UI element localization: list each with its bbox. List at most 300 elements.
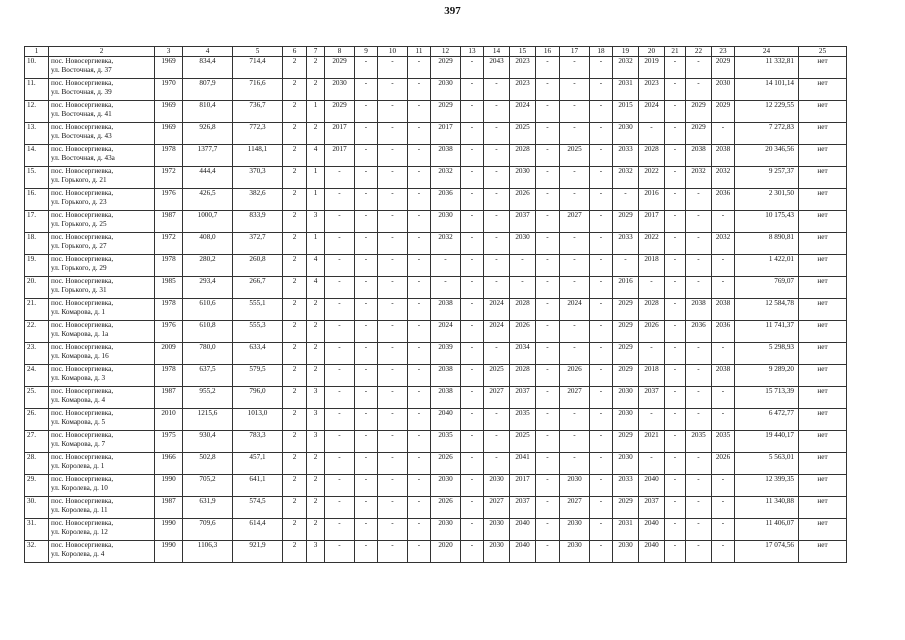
- table-cell: -: [484, 453, 510, 475]
- address-settlement: пос. Новосергиевка,: [51, 387, 114, 395]
- table-row: [25, 233, 847, 255]
- address-settlement: пос. Новосергиевка,: [51, 167, 114, 175]
- table-cell: 780,0: [183, 343, 233, 365]
- address-street: ул. Горького, д. 31: [51, 285, 107, 294]
- table-row: [25, 101, 847, 123]
- table-cell: -: [484, 167, 510, 189]
- table-cell: 2029: [431, 101, 461, 123]
- table-cell: 955,2: [183, 387, 233, 409]
- page-number: 397: [444, 5, 461, 17]
- table-cell: 772,3: [233, 123, 283, 145]
- table-cell: 2027: [560, 497, 590, 519]
- table-cell: 2017: [639, 211, 665, 233]
- table-cell: -: [378, 233, 408, 255]
- table-cell: -: [408, 541, 431, 563]
- table-cell: -: [461, 299, 484, 321]
- table-cell: -: [560, 453, 590, 475]
- table-cell: -: [665, 475, 686, 497]
- address-street: ул. Комарова, д. 1а: [51, 329, 109, 338]
- table-cell: 2029: [613, 365, 639, 387]
- table-cell: -: [590, 409, 613, 431]
- table-cell: -: [686, 57, 712, 79]
- table-cell: 2028: [639, 145, 665, 167]
- cost-cell: 2 301,50: [735, 189, 799, 211]
- table-cell: -: [355, 409, 378, 431]
- table-cell: 1969: [155, 101, 183, 123]
- table-cell: 555,3: [233, 321, 283, 343]
- table-cell: 2032: [613, 167, 639, 189]
- row-number-cell: 27.: [25, 431, 49, 453]
- table-cell: -: [536, 211, 560, 233]
- table-cell: 2024: [484, 321, 510, 343]
- table-cell: 2030: [560, 475, 590, 497]
- table-cell: -: [355, 233, 378, 255]
- table-cell: -: [355, 123, 378, 145]
- table-cell: 2: [283, 79, 307, 101]
- table-cell: -: [355, 497, 378, 519]
- row-number-cell: 18.: [25, 233, 49, 255]
- table-cell: 2024: [510, 101, 536, 123]
- table-cell: -: [686, 211, 712, 233]
- column-number-header: 16: [536, 47, 560, 57]
- table-cell: 2: [283, 541, 307, 563]
- table-cell: 2030: [431, 79, 461, 101]
- table-cell: 2020: [431, 541, 461, 563]
- row-number-cell: 19.: [25, 255, 49, 277]
- table-cell: 2038: [431, 299, 461, 321]
- table-cell: -: [325, 365, 355, 387]
- table-cell: 2023: [510, 79, 536, 101]
- table-cell: 2037: [639, 497, 665, 519]
- table-cell: -: [686, 189, 712, 211]
- address-street: ул. Горького, д. 23: [51, 197, 107, 206]
- cost-cell: 15 713,39: [735, 387, 799, 409]
- table-cell: -: [484, 145, 510, 167]
- table-cell: 631,9: [183, 497, 233, 519]
- table-cell: -: [536, 167, 560, 189]
- table-cell: -: [325, 453, 355, 475]
- table-cell: -: [665, 409, 686, 431]
- address-cell: [49, 409, 155, 431]
- table-row: [25, 343, 847, 365]
- address-cell: [49, 277, 155, 299]
- table-cell: -: [325, 167, 355, 189]
- table-cell: -: [408, 343, 431, 365]
- table-cell: -: [461, 79, 484, 101]
- status-cell: нет: [799, 365, 847, 387]
- table-cell: 579,5: [233, 365, 283, 387]
- table-cell: -: [613, 189, 639, 211]
- table-cell: 293,4: [183, 277, 233, 299]
- table-cell: 1976: [155, 321, 183, 343]
- table-cell: 2026: [510, 189, 536, 211]
- table-cell: -: [665, 453, 686, 475]
- table-cell: 2030: [560, 519, 590, 541]
- table-cell: -: [408, 255, 431, 277]
- table-cell: -: [325, 475, 355, 497]
- register-table: [24, 46, 847, 563]
- table-cell: 2034: [510, 343, 536, 365]
- table-cell: -: [325, 409, 355, 431]
- table-cell: -: [378, 101, 408, 123]
- table-cell: -: [408, 519, 431, 541]
- table-cell: -: [461, 453, 484, 475]
- table-cell: -: [461, 475, 484, 497]
- table-cell: 2021: [639, 431, 665, 453]
- table-cell: 2: [283, 233, 307, 255]
- table-row: [25, 365, 847, 387]
- table-cell: 2: [283, 409, 307, 431]
- address-settlement: пос. Новосергиевка,: [51, 453, 114, 461]
- table-cell: -: [686, 233, 712, 255]
- cost-cell: 19 440,17: [735, 431, 799, 453]
- cost-cell: 11 741,37: [735, 321, 799, 343]
- table-cell: -: [461, 101, 484, 123]
- table-cell: -: [408, 101, 431, 123]
- table-cell: -: [536, 233, 560, 255]
- table-cell: -: [378, 211, 408, 233]
- table-cell: 2040: [639, 519, 665, 541]
- status-cell: нет: [799, 519, 847, 541]
- table-cell: -: [408, 409, 431, 431]
- table-cell: 2030: [613, 123, 639, 145]
- table-row: [25, 189, 847, 211]
- table-cell: 2016: [613, 277, 639, 299]
- column-number-header: 15: [510, 47, 536, 57]
- table-cell: -: [378, 123, 408, 145]
- table-cell: 2025: [510, 123, 536, 145]
- table-cell: -: [590, 255, 613, 277]
- table-cell: -: [686, 277, 712, 299]
- table-cell: -: [665, 101, 686, 123]
- table-cell: 2031: [613, 79, 639, 101]
- table-cell: 2: [283, 475, 307, 497]
- table-cell: 2026: [431, 497, 461, 519]
- table-cell: -: [355, 57, 378, 79]
- column-number-header: 23: [712, 47, 735, 57]
- table-cell: -: [665, 387, 686, 409]
- column-number-header: 3: [155, 47, 183, 57]
- table-cell: 2: [283, 299, 307, 321]
- table-cell: 2038: [712, 299, 735, 321]
- table-cell: 1985: [155, 277, 183, 299]
- table-cell: -: [712, 387, 735, 409]
- status-cell: нет: [799, 167, 847, 189]
- table-cell: 2029: [613, 431, 639, 453]
- table-cell: -: [325, 211, 355, 233]
- table-cell: 2029: [325, 57, 355, 79]
- status-cell: нет: [799, 475, 847, 497]
- table-cell: 1975: [155, 431, 183, 453]
- table-cell: -: [408, 211, 431, 233]
- cost-cell: 14 101,14: [735, 79, 799, 101]
- table-cell: 2: [283, 519, 307, 541]
- table-cell: -: [461, 519, 484, 541]
- table-cell: -: [686, 79, 712, 101]
- table-cell: 2017: [325, 145, 355, 167]
- table-cell: -: [461, 255, 484, 277]
- table-cell: 2040: [510, 519, 536, 541]
- column-number-header: 22: [686, 47, 712, 57]
- row-number-cell: 16.: [25, 189, 49, 211]
- table-cell: -: [355, 79, 378, 101]
- table-cell: 457,1: [233, 453, 283, 475]
- table-cell: 1: [307, 189, 325, 211]
- table-cell: 2: [283, 167, 307, 189]
- table-cell: -: [665, 497, 686, 519]
- row-number-cell: 31.: [25, 519, 49, 541]
- table-row: [25, 79, 847, 101]
- table-cell: -: [325, 299, 355, 321]
- status-cell: нет: [799, 541, 847, 563]
- table-cell: 2025: [484, 365, 510, 387]
- table-cell: 2029: [613, 321, 639, 343]
- table-cell: -: [378, 57, 408, 79]
- table-cell: 783,3: [233, 431, 283, 453]
- table-cell: -: [408, 453, 431, 475]
- table-cell: -: [686, 255, 712, 277]
- table-cell: -: [378, 145, 408, 167]
- table-cell: 574,5: [233, 497, 283, 519]
- table-cell: -: [536, 299, 560, 321]
- table-cell: 2032: [712, 233, 735, 255]
- address-cell: [49, 541, 155, 563]
- address-cell: [49, 101, 155, 123]
- table-cell: -: [461, 343, 484, 365]
- table-cell: 444,4: [183, 167, 233, 189]
- table-cell: 408,0: [183, 233, 233, 255]
- table-cell: 2027: [484, 387, 510, 409]
- address-settlement: пос. Новосергиевка,: [51, 145, 114, 153]
- table-cell: -: [590, 497, 613, 519]
- table-cell: -: [536, 145, 560, 167]
- address-settlement: пос. Новосергиевка,: [51, 123, 114, 131]
- status-cell: нет: [799, 387, 847, 409]
- table-cell: -: [355, 387, 378, 409]
- table-cell: -: [378, 79, 408, 101]
- address-settlement: пос. Новосергиевка,: [51, 409, 114, 417]
- table-cell: 2: [283, 211, 307, 233]
- table-cell: -: [484, 211, 510, 233]
- status-cell: нет: [799, 343, 847, 365]
- table-row: [25, 299, 847, 321]
- row-number-cell: 24.: [25, 365, 49, 387]
- address-street: ул. Королева, д. 1: [51, 461, 105, 470]
- table-cell: 1: [307, 233, 325, 255]
- table-cell: 2030: [613, 453, 639, 475]
- table-cell: 1106,3: [183, 541, 233, 563]
- address-settlement: пос. Новосергиевка,: [51, 57, 114, 65]
- table-cell: -: [686, 365, 712, 387]
- table-cell: -: [408, 475, 431, 497]
- table-cell: -: [712, 211, 735, 233]
- table-row: [25, 497, 847, 519]
- table-cell: -: [590, 365, 613, 387]
- table-cell: 2015: [613, 101, 639, 123]
- cost-cell: 11 332,81: [735, 57, 799, 79]
- table-cell: -: [590, 277, 613, 299]
- address-settlement: пос. Новосергиевка,: [51, 497, 114, 505]
- table-cell: -: [408, 497, 431, 519]
- table-cell: 2024: [484, 299, 510, 321]
- table-cell: -: [665, 255, 686, 277]
- table-cell: 2: [307, 475, 325, 497]
- table-cell: 2030: [484, 519, 510, 541]
- header-row: [25, 47, 847, 57]
- table-cell: 2: [283, 453, 307, 475]
- table-cell: 610,6: [183, 299, 233, 321]
- table-cell: -: [712, 475, 735, 497]
- table-cell: -: [408, 123, 431, 145]
- table-cell: 2018: [639, 365, 665, 387]
- table-cell: -: [536, 189, 560, 211]
- table-cell: 2030: [484, 475, 510, 497]
- table-cell: -: [355, 211, 378, 233]
- table-row: [25, 255, 847, 277]
- table-cell: 1990: [155, 519, 183, 541]
- table-cell: 2031: [613, 519, 639, 541]
- column-number-header: 5: [233, 47, 283, 57]
- table-cell: 1970: [155, 79, 183, 101]
- table-cell: -: [461, 409, 484, 431]
- table-cell: 1969: [155, 57, 183, 79]
- cost-cell: 11 340,88: [735, 497, 799, 519]
- table-cell: -: [461, 277, 484, 299]
- table-cell: -: [484, 343, 510, 365]
- table-cell: 1978: [155, 255, 183, 277]
- cost-cell: 6 472,77: [735, 409, 799, 431]
- table-cell: 2030: [712, 79, 735, 101]
- table-row: [25, 541, 847, 563]
- table-cell: -: [665, 299, 686, 321]
- table-cell: 736,7: [233, 101, 283, 123]
- table-cell: -: [408, 277, 431, 299]
- table-cell: 2029: [686, 123, 712, 145]
- table-cell: 2029: [613, 497, 639, 519]
- table-cell: 2026: [431, 453, 461, 475]
- status-cell: нет: [799, 211, 847, 233]
- table-cell: 1972: [155, 167, 183, 189]
- row-number-cell: 23.: [25, 343, 49, 365]
- table-cell: 2030: [613, 409, 639, 431]
- address-settlement: пос. Новосергиевка,: [51, 431, 114, 439]
- table-cell: -: [665, 123, 686, 145]
- table-cell: 2027: [484, 497, 510, 519]
- table-cell: -: [560, 321, 590, 343]
- table-cell: 1978: [155, 365, 183, 387]
- address-street: ул. Королева, д. 10: [51, 483, 108, 492]
- address-street: ул. Королева, д. 12: [51, 527, 108, 536]
- row-number-cell: 10.: [25, 57, 49, 79]
- table-cell: 2: [283, 145, 307, 167]
- column-number-header: 7: [307, 47, 325, 57]
- column-number-header: 12: [431, 47, 461, 57]
- table-cell: -: [590, 167, 613, 189]
- table-cell: 2036: [712, 321, 735, 343]
- table-cell: 2: [307, 299, 325, 321]
- table-cell: 2029: [325, 101, 355, 123]
- table-cell: 4: [307, 255, 325, 277]
- table-cell: -: [484, 189, 510, 211]
- address-street: ул. Восточная, д. 43а: [51, 153, 115, 162]
- table-cell: -: [325, 343, 355, 365]
- status-cell: нет: [799, 409, 847, 431]
- column-number-header: 19: [613, 47, 639, 57]
- table-cell: -: [355, 189, 378, 211]
- address-cell: [49, 145, 155, 167]
- table-cell: -: [590, 101, 613, 123]
- table-cell: -: [461, 189, 484, 211]
- table-cell: 2: [307, 497, 325, 519]
- table-cell: -: [378, 321, 408, 343]
- table-cell: -: [536, 343, 560, 365]
- table-cell: 2030: [613, 541, 639, 563]
- table-cell: -: [665, 233, 686, 255]
- table-cell: 2026: [639, 321, 665, 343]
- table-cell: 555,1: [233, 299, 283, 321]
- table-cell: 2023: [510, 57, 536, 79]
- table-cell: -: [639, 123, 665, 145]
- table-cell: -: [536, 409, 560, 431]
- table-cell: 2029: [613, 343, 639, 365]
- table-cell: -: [590, 189, 613, 211]
- table-cell: 807,9: [183, 79, 233, 101]
- table-cell: -: [461, 321, 484, 343]
- table-cell: -: [686, 541, 712, 563]
- table-cell: 2036: [712, 189, 735, 211]
- address-street: ул. Комарова, д. 4: [51, 395, 106, 404]
- address-settlement: пос. Новосергиевка,: [51, 365, 114, 373]
- table-cell: 2028: [510, 365, 536, 387]
- table-cell: 2037: [510, 211, 536, 233]
- table-cell: 2035: [510, 409, 536, 431]
- address-street: ул. Комарова, д. 3: [51, 373, 106, 382]
- table-cell: -: [665, 167, 686, 189]
- row-number-cell: 22.: [25, 321, 49, 343]
- table-cell: -: [408, 431, 431, 453]
- address-cell: [49, 321, 155, 343]
- row-number-cell: 20.: [25, 277, 49, 299]
- address-settlement: пос. Новосергиевка,: [51, 475, 114, 483]
- table-cell: 2: [283, 189, 307, 211]
- table-cell: -: [484, 255, 510, 277]
- table-cell: -: [378, 299, 408, 321]
- table-cell: 1987: [155, 211, 183, 233]
- table-cell: 2: [307, 519, 325, 541]
- table-cell: -: [325, 233, 355, 255]
- table-cell: 1148,1: [233, 145, 283, 167]
- table-cell: 2030: [510, 233, 536, 255]
- table-cell: 2033: [613, 475, 639, 497]
- table-cell: 2030: [560, 541, 590, 563]
- table-cell: 2030: [325, 79, 355, 101]
- table-cell: 2032: [613, 57, 639, 79]
- table-cell: -: [665, 519, 686, 541]
- table-cell: 2030: [613, 387, 639, 409]
- table-cell: -: [461, 211, 484, 233]
- table-cell: -: [536, 497, 560, 519]
- table-cell: 641,1: [233, 475, 283, 497]
- table-cell: 926,8: [183, 123, 233, 145]
- cost-cell: 10 175,43: [735, 211, 799, 233]
- table-cell: 2040: [639, 541, 665, 563]
- table-cell: 2027: [560, 387, 590, 409]
- table-cell: -: [590, 387, 613, 409]
- table-cell: 2: [307, 343, 325, 365]
- row-number-cell: 30.: [25, 497, 49, 519]
- cost-cell: 7 272,83: [735, 123, 799, 145]
- table-cell: 2019: [639, 57, 665, 79]
